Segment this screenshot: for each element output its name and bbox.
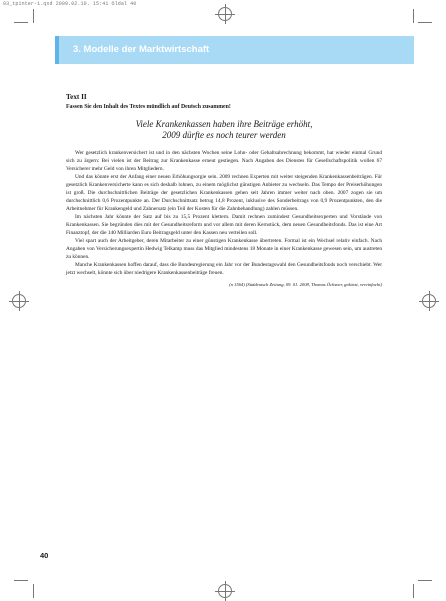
print-slug: 03_tpinter-1.qxd 2009.02.10. 15:41 Oldal 40 bbox=[3, 1, 137, 7]
chapter-header-band bbox=[55, 36, 414, 64]
registration-mark-top bbox=[218, 7, 232, 21]
article-title bbox=[66, 119, 382, 141]
registration-mark-bottom bbox=[218, 584, 232, 598]
paragraph: Wer gesetzlich krankenversichert ist und in den nächsten Wochen seine Lohn- oder Gehaltsabrechnung bekommt, hat wieder einmal Grund sich zu ärgern: Bei vielen ist der Beitrag zur Krankenkasse erneut gestiegen. Nach Angaben des Dienstes für Gesellschaftspolitik wollen 67 Versicherer mehr Geld von ihren Mitgliedern. bbox=[66, 150, 382, 172]
chapter-title: 3. Modelle der Marktwirtschaft bbox=[73, 44, 210, 55]
text-section bbox=[66, 93, 382, 287]
article-title-line: 2009 dürfte es noch teurer werden bbox=[162, 130, 286, 140]
article-title-line: Viele Krankenkassen haben ihre Beiträge erhöht, bbox=[135, 119, 313, 129]
paragraph: Manche Krankenkassen hoffen darauf, dass die Bundesregierung ein Jahr vor der Bundestagswahl den Gesundheitsfonds noch verschiebt. Wer jetzt wechselt, könnte sich über niedrigere Krankenkassenbeiträge freuen. bbox=[66, 262, 382, 276]
task-instruction: Fassen Sie den Inhalt des Textes mündlich auf Deutsch zusammen! bbox=[66, 104, 231, 110]
paragraph: Viel spart auch der Arbeitgeber, deren Mitarbeiter zu einer günstigen Krankenkasse übertreten. Formal ist ein Wechsel relativ einfach. Nach Angaben von Versicherungsexpertin Hedwig Telkamp muss das Mitglied mindestens 18 Monate in einer Krankenkasse gewesen sein, um austreten zu können. bbox=[66, 238, 382, 260]
text-heading: Text II bbox=[66, 93, 87, 101]
paragraph: Im nächsten Jahr könnte der Satz auf bis zu 15,5 Prozent klettern. Damit rechnen zumindest Gesundheitsexperten und Vorstände von Krankenkassen. Sie begründen dies mit der Gesundheitsreform und vor allem mit deren Kernstück, dem neuen Gesundheitsfonds. Das ist eine Art Finanztopf, der die 140 Milliarden Euro Beitragsgeld unter den Kassen neu verteilen soll. bbox=[66, 214, 382, 236]
source-citation: (n 1564) (Süddeutsch Zeitung, 09. 01. 2008, Thomas Öchsner, gekürzt, vereinfacht) bbox=[229, 282, 382, 287]
registration-mark-left bbox=[12, 294, 26, 308]
paragraph: Und das könnte erst der Anfang einer neuen Erhöhungsorgie sein. 2009 rechnen Experten mit weiter steigenden Krankenkassenbeiträgen. Für gesetzlich Krankenversicherte kann es sich deshalb lohnen, zu einem möglichst günstigen Anbieter zu wechseln. Das Tempo der Preiserhöhungen ist groß. Die durchschnittlichen Beiträge der gesetzlichen Krankenkassen gehen seit Jahren immer weiter nach oben. 2007 zogen sie um durchschnittlich 0,6 Prozentpunkte an. Der Durchschnittsatz betrug 14,8 Prozent, inklusive des Sonderbeitrags von 0,9 Prozentpunkten, den die Arbeitnehmer für Krankengeld und Zahnersatz (ein Teil der Kosten für die Zahnbehandlung) zahlen müssen. bbox=[66, 174, 382, 212]
page-number: 40 bbox=[40, 551, 49, 560]
registration-mark-right bbox=[422, 294, 436, 308]
